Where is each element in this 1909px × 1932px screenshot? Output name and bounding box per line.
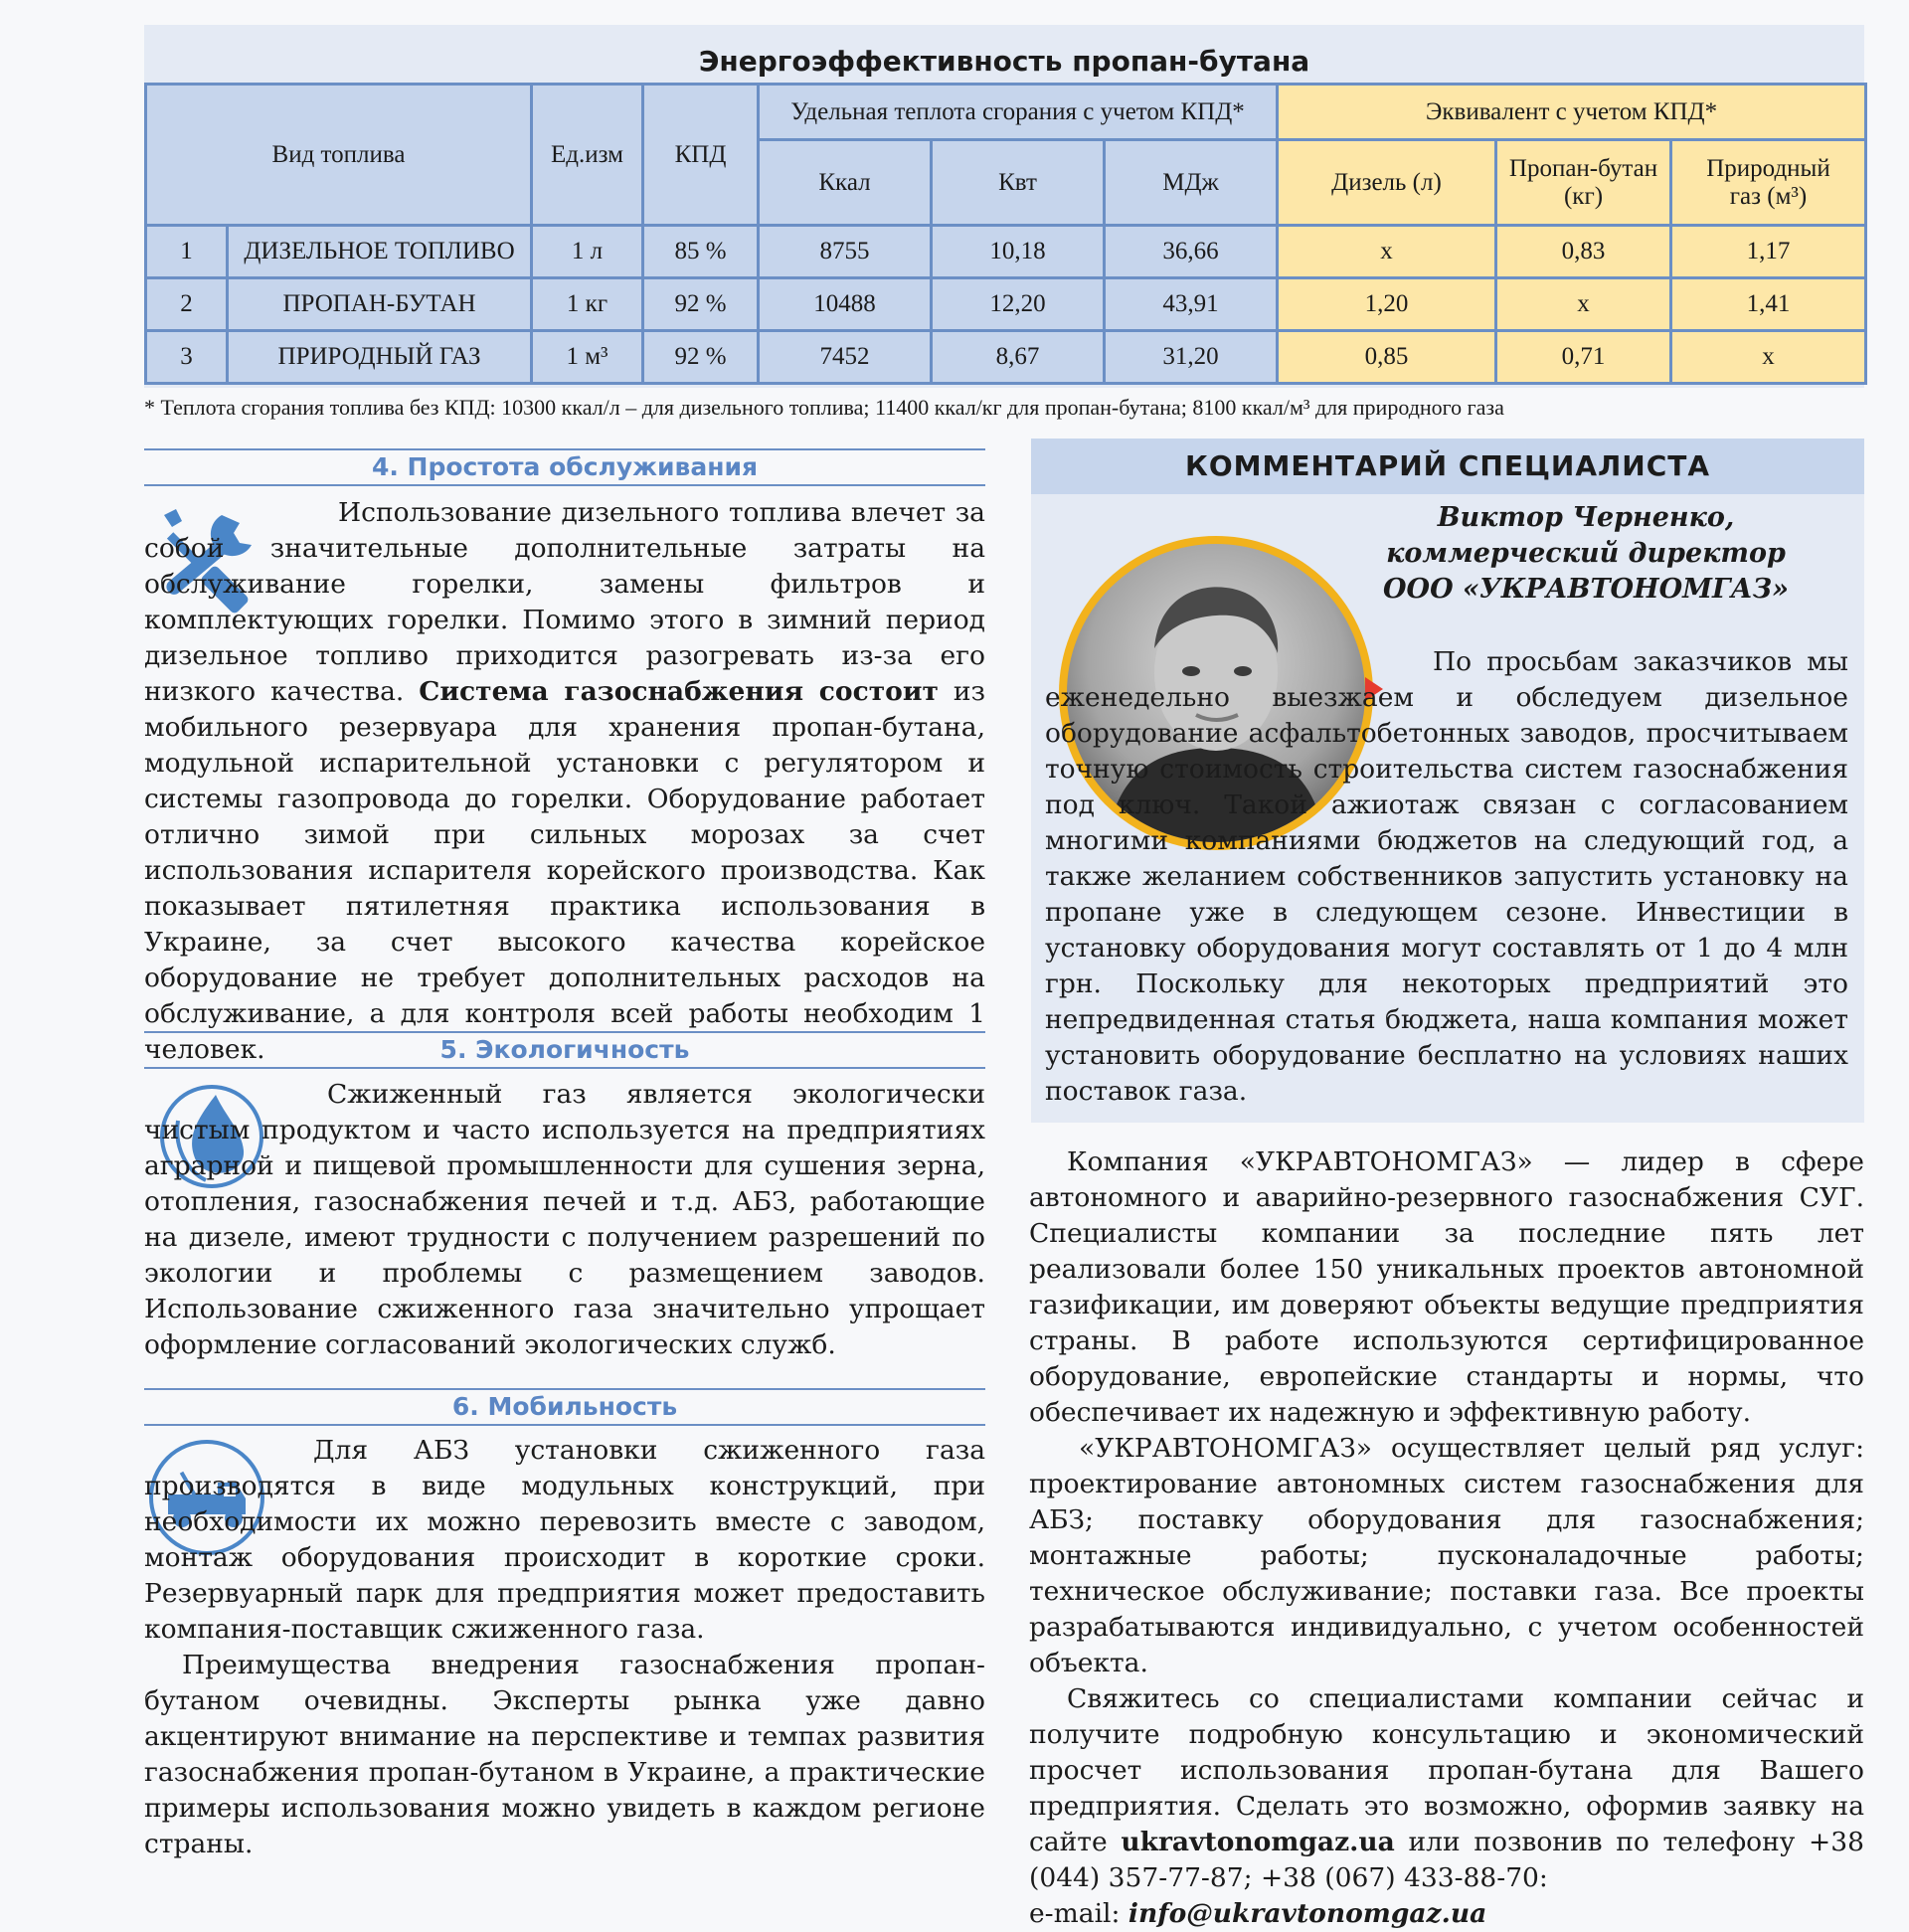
heat-group-header: Удельная теплота сгорания с учетом КПД*	[759, 85, 1278, 140]
section-5-heading: 5. Экологичность	[144, 1031, 985, 1069]
row-unit: 1 кг	[532, 278, 643, 331]
col-efficiency-header: КПД	[643, 85, 759, 226]
section-5-text	[144, 1077, 985, 1363]
row-propane: 0,83	[1496, 226, 1671, 278]
company-site-link[interactable]: ukravtonomgaz.ua	[1121, 1827, 1395, 1857]
section-4-text-b: из мобильного резервуара для хранения пропан-бутана, модульной испарительной установки с регулятором и системы газопровода до горелки. Оборудование работает отлично зимой при сильных морозах за счет использования испарителя корейского производства. Как показывает пятилетняя практика использования в Украине, за счет высокого качества корейское оборудование не требует дополнительных расходов на обслуживание, а для контроля всей работы необходим 1 человек.	[144, 676, 985, 1065]
section-4-bold: Система газоснабжения состоит	[419, 676, 939, 707]
section-6-paragraph-2: Преимущества внедрения газоснабжения пропан-бутаном очевидны. Эксперты рынка уже давно акцентируют внимание на перспективе и темпах развития газоснабжения пропан-бутаном в Украине, а практические примеры использования можно увидеть в каждом регионе страны.	[144, 1650, 985, 1859]
company-email-link[interactable]: info@ukravtonomgaz.ua	[1128, 1898, 1487, 1929]
equiv-group-header: Эквивалент с учетом КПД*	[1278, 85, 1866, 140]
row-kwt: 10,18	[932, 226, 1105, 278]
natgas-header-line2: газ (м³)	[1729, 182, 1808, 210]
row-propane: 0,71	[1496, 331, 1671, 384]
row-number: 2	[146, 278, 228, 331]
row-number: 3	[146, 331, 228, 384]
author-position: коммерческий директор	[1386, 538, 1786, 569]
col-mj-header: МДж	[1105, 140, 1278, 226]
col-unit-header: Ед.изм	[532, 85, 643, 226]
col-kcal-header: Ккал	[759, 140, 932, 226]
row-gas: 1,17	[1671, 226, 1866, 278]
col-diesel-header: Дизель (л)	[1278, 140, 1496, 226]
propane-header-line1: Пропан-бутан	[1508, 154, 1658, 182]
table-footnote: * Теплота сгорания топлива без КПД: 10300 ккал/л – для дизельного топлива; 11400 ккал/кг для пропан-бутана; 8100 ккал/м³ для природного газа	[144, 395, 1504, 420]
row-unit: 1 л	[532, 226, 643, 278]
table-header-row-1	[146, 85, 1866, 140]
company-text	[1029, 1144, 1864, 1932]
row-kcal: 10488	[759, 278, 932, 331]
row-kwt: 8,67	[932, 331, 1105, 384]
table-row	[146, 331, 1866, 384]
row-efficiency: 92 %	[643, 331, 759, 384]
section-6-heading: 6. Мобильность	[144, 1388, 985, 1426]
table-title: Энергоэффективность пропан-бутана	[698, 45, 1310, 78]
propane-header-line2: (кг)	[1563, 182, 1604, 210]
row-diesel: 0,85	[1278, 331, 1496, 384]
row-kcal: 7452	[759, 331, 932, 384]
row-number: 1	[146, 226, 228, 278]
specialist-comment-box	[1031, 439, 1864, 1123]
row-kwt: 12,20	[932, 278, 1105, 331]
row-diesel: 1,20	[1278, 278, 1496, 331]
col-fuel-header: Вид топлива	[146, 85, 532, 226]
company-paragraph-3b: или позвонив по телефону +38 (044) 357-77-87; +38 (067) 433-88-70:	[1029, 1827, 1864, 1893]
row-efficiency: 85 %	[643, 226, 759, 278]
row-unit: 1 м³	[532, 331, 643, 384]
comment-heading: КОММЕНТАРИЙ СПЕЦИАЛИСТА	[1031, 439, 1864, 494]
row-fuel: ПРОПАН-БУТАН	[228, 278, 532, 331]
email-label: e-mail:	[1029, 1898, 1128, 1929]
row-kcal: 8755	[759, 226, 932, 278]
row-mj: 36,66	[1105, 226, 1278, 278]
row-diesel: х	[1278, 226, 1496, 278]
row-fuel: ПРИРОДНЫЙ ГАЗ	[228, 331, 532, 384]
col-natgas-header	[1671, 140, 1866, 226]
table-row	[146, 226, 1866, 278]
energy-table-panel	[144, 25, 1864, 388]
section-5-paragraph: Сжиженный газ является экологически чистым продуктом и часто используется на предприятиях аграрной и пищевой промышленности для сушения зерна, отопления, газоснабжения печей и т.д. АБЗ, работающие на дизеле, имеют трудности с получением разрешений по экологии и проблемы с размещением заводов. Использование сжиженного газа значительно упрощает оформление согласований экологических служб.	[144, 1079, 985, 1360]
author-name: Виктор Черненко,	[1437, 502, 1735, 533]
col-propane-header	[1496, 140, 1671, 226]
author-company: ООО «УКРАВТОНОМГАЗ»	[1383, 574, 1789, 605]
energy-table	[144, 83, 1867, 385]
row-mj: 31,20	[1105, 331, 1278, 384]
section-4-text	[144, 495, 985, 1068]
row-propane: х	[1496, 278, 1671, 331]
row-gas: 1,41	[1671, 278, 1866, 331]
company-paragraph-3a: Свяжитесь со специалистами компании сейчас и получите подробную консультацию и экономический просчет использования пропан-бутана для Вашего предприятия. Сделать это возможно, оформив заявку на сайте	[1029, 1683, 1864, 1857]
row-gas: х	[1671, 331, 1866, 384]
comment-text	[1045, 644, 1848, 1110]
section-4-heading: 4. Простота обслуживания	[144, 448, 985, 486]
company-paragraph-2: «УКРАВТОНОМГАЗ» осуществляет целый ряд услуг: проектирование автономных систем газоснабжения для АБЗ; поставку оборудования для газоснабжения; монтажные работы; пусконаладочные работы; техническое обслуживание; поставки газа. Все проекты разрабатываются индивидуально, с учетом особенностей объекта.	[1029, 1433, 1864, 1678]
section-4-text-a: Использование дизельного топлива влечет за собой значительные дополнительные затраты на обслуживание горелки, замены фильтров и комплектующих горелки. Помимо этого в зимний период дизельное топливо приходится разогревать из-за его низкого качества.	[144, 497, 985, 707]
col-kwt-header: Квт	[932, 140, 1105, 226]
row-fuel: ДИЗЕЛЬНОЕ ТОПЛИВО	[228, 226, 532, 278]
table-row	[146, 278, 1866, 331]
section-6-text	[144, 1433, 985, 1862]
row-efficiency: 92 %	[643, 278, 759, 331]
section-6-paragraph-1: Для АБЗ установки сжиженного газа производятся в виде модульных конструкций, при необходимости их можно перевозить вместе с заводом, монтаж оборудования происходит в короткие сроки. Резервуарный парк для предприятия может предоставить компания-поставщик сжиженного газа.	[144, 1435, 985, 1645]
comment-author	[1347, 500, 1824, 608]
row-mj: 43,91	[1105, 278, 1278, 331]
natgas-header-line1: Природный	[1706, 154, 1830, 182]
comment-paragraph: По просьбам заказчиков мы еженедельно выезжаем и обследуем дизельное оборудование асфальтобетонных заводов, просчитываем точную стоимость строительства систем газоснабжения под ключ. Такой ажиотаж связан с согласованием многими компаниями бюджетов на следующий год, а также желанием собственников запустить установку на пропане уже в следующем сезоне. Инвестиции в установку оборудования могут составлять от 1 до 4 млн грн. Поскольку для некоторых предприятий это непредвиденная статья бюджета, наша компания может установить оборудование бесплатно на условиях наших поставок газа.	[1045, 646, 1848, 1107]
company-paragraph-1: Компания «УКРАВТОНОМГАЗ» — лидер в сфере автономного и аварийно-резервного газоснабжения СУГ. Специалисты компании за последние пять лет реализовали более 150 уникальных проектов автономной газификации, им доверяют объекты ведущие предприятия страны. В работе используются сертифицированное оборудование, европейские стандарты и нормы, что обеспечивает их надежную и эффективную работу.	[1029, 1146, 1864, 1428]
